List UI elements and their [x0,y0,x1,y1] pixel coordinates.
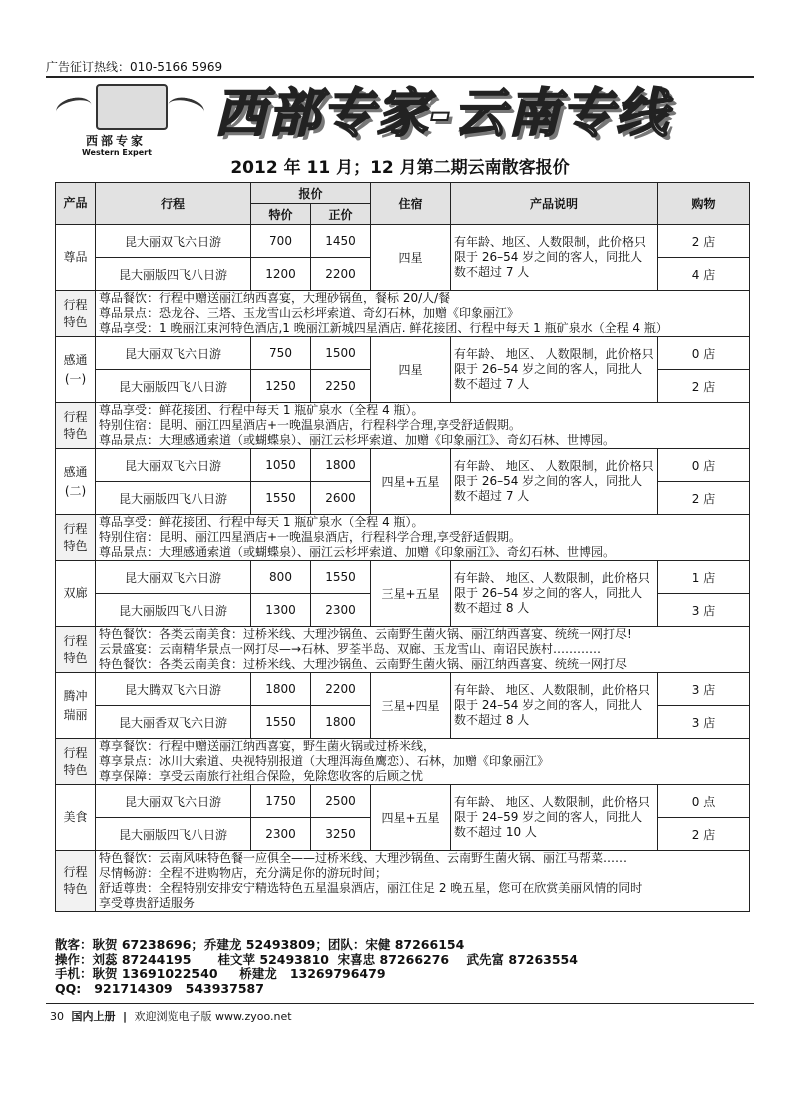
route-cell: 昆大丽双飞六日游 [96,785,251,818]
shop-cell: 1 店 [658,561,750,594]
feature-row [56,515,750,561]
special-price-cell: 700 [251,225,311,258]
stay-cell: 四星 [371,225,451,291]
header-special-price: 特价 [251,204,311,225]
feature-row [56,627,750,673]
feature-text [96,851,750,912]
special-price-cell: 1250 [251,370,311,403]
feature-line: 尊品景点：大理感通索道（或蝴蝶泉）、丽江云杉坪索道、加赠《印象丽江》、奇幻石林、世博园。 [99,545,616,559]
feature-label: 行程特色 [56,627,96,673]
feature-line: 尊品享受：鲜花接团、行程中每天 1 瓶矿泉水（全程 4 瓶）。 [99,515,424,529]
header-route: 行程 [96,183,251,225]
route-cell: 昆大丽香双飞六日游 [96,706,251,739]
feature-line: 舒适尊贵：全程特别安排安宁精选特色五星温泉酒店，丽江住足 2 晚五星，您可在欣赏美丽风情的同时 [99,881,643,895]
feature-text [96,627,750,673]
product-name: 美食 [56,785,96,851]
product-name: 感通(二) [56,449,96,515]
feature-label: 行程特色 [56,403,96,449]
feature-row [56,851,750,912]
regular-price-cell: 1450 [311,225,371,258]
regular-price-cell: 2200 [311,673,371,706]
shop-cell: 0 点 [658,785,750,818]
desc-cell: 有年龄、 地区、人数限制，此价格只限于 26–54 岁之间的客人，同批人数不超过 8 人 [451,561,658,627]
route-cell: 昆大丽版四飞八日游 [96,370,251,403]
feature-line: 尊品餐饮：行程中赠送丽江纳西喜宴，大理砂锅鱼，餐标 20/人/餐 [99,291,451,305]
feature-label: 行程特色 [56,739,96,785]
feature-text [96,291,750,337]
route-cell: 昆大腾双飞六日游 [96,673,251,706]
route-cell: 昆大丽版四飞八日游 [96,594,251,627]
feature-line: 特色餐饮：各类云南美食：过桥米线、大理沙锅鱼、云南野生菌火锅、丽江纳西喜宴、统统一网打尽! [99,627,632,641]
special-price-cell: 2300 [251,818,311,851]
product-name: 感通(一) [56,337,96,403]
special-price-cell: 1800 [251,673,311,706]
desc-cell: 有年龄、 地区、 人数限制，此价格只限于 26–54 岁之间的客人，同批人数不超过 7 人 [451,449,658,515]
header-shop: 购物 [658,183,750,225]
header-stay: 住宿 [371,183,451,225]
feature-row [56,291,750,337]
contact-line: 操作：刘蕊 87244195 桂文苹 52493810 宋喜忠 87266276 武先富 87263554 [55,951,578,967]
regular-price-cell: 2600 [311,482,371,515]
feature-line: 特色餐饮：各类云南美食：过桥米线、大理沙锅鱼、云南野生菌火锅、丽江纳西喜宴、统统一网打尽 [99,657,628,671]
special-price-cell: 1200 [251,258,311,291]
stay-cell: 四星+五星 [371,449,451,515]
shop-cell: 2 店 [658,370,750,403]
route-cell: 昆大丽版四飞八日游 [96,258,251,291]
shop-cell: 3 店 [658,594,750,627]
logo-wing-right [166,94,206,122]
route-cell: 昆大丽双飞六日游 [96,561,251,594]
table-row [56,561,750,594]
ad-hotline: 广告征订热线：010-5166 5969 [46,60,223,74]
shop-cell: 4 店 [658,258,750,291]
logo-chinese-name: 西部专家 [86,134,147,148]
bottom-divider [46,1003,754,1004]
route-cell: 昆大丽版四飞八日游 [96,482,251,515]
feature-line: 尽情畅游：全程不进购物店，充分满足你的游玩时间； [99,866,388,880]
feature-label: 行程特色 [56,515,96,561]
route-cell: 昆大丽双飞六日游 [96,449,251,482]
feature-row [56,739,750,785]
shop-cell: 2 店 [658,482,750,515]
special-price-cell: 1300 [251,594,311,627]
shop-cell: 0 店 [658,449,750,482]
price-table-body [56,225,750,912]
page-footer [50,1008,292,1024]
table-row [56,225,750,258]
regular-price-cell: 2250 [311,370,371,403]
desc-cell: 有年龄、 地区、 人数限制，此价格只限于 26–54 岁之间的客人，同批人数不超过 7 人 [451,337,658,403]
route-cell: 昆大丽双飞六日游 [96,225,251,258]
feature-text [96,739,750,785]
page-subtitle: 2012 年 11 月；12 月第二期云南散客报价 [230,158,570,178]
desc-cell: 有年龄、地区、人数限制，此价格只限于 26–54 岁之间的客人，同批人数不超过 7 人 [451,225,658,291]
feature-line: 尊享景点：冰川大索道、央视特别报道（大理洱海鱼鹰恋）、石林，加赠《印象丽江》 [99,754,550,768]
regular-price-cell: 2500 [311,785,371,818]
stay-cell: 四星 [371,337,451,403]
feature-line: 特别住宿：昆明、丽江四星酒店+一晚温泉酒店，行程科学合理,享受舒适假期。 [99,530,521,544]
table-row [56,785,750,818]
regular-price-cell: 1800 [311,706,371,739]
feature-line: 尊品景点：大理感通索道（或蝴蝶泉）、丽江云杉坪索道、加赠《印象丽江》、奇幻石林、世博园。 [99,433,616,447]
special-price-cell: 1050 [251,449,311,482]
header-product: 产品 [56,183,96,225]
special-price-cell: 750 [251,337,311,370]
feature-line: 享受尊贵舒适服务 [99,896,196,910]
contact-block [55,938,755,996]
shop-cell: 2 店 [658,225,750,258]
product-name: 双廊 [56,561,96,627]
table-row [56,337,750,370]
price-table [55,182,750,912]
regular-price-cell: 1500 [311,337,371,370]
feature-line: 尊品享受：鲜花接团、行程中每天 1 瓶矿泉水（全程 4 瓶）。 [99,403,424,417]
logo-english-name: Western Expert [82,148,152,157]
feature-line: 尊享餐饮：行程中赠送丽江纳西喜宴，野生菌火锅或过桥米线， [99,739,436,753]
shop-cell: 2 店 [658,818,750,851]
feature-text [96,403,750,449]
stay-cell: 四星+五星 [371,785,451,851]
regular-price-cell: 1800 [311,449,371,482]
feature-line: 尊品享受：1 晚丽江束河特色酒店,1 晚丽江新城四星酒店. 鲜花接团、行程中每天 1 瓶矿泉水（全程 4 瓶） [99,321,668,335]
feature-label: 行程特色 [56,851,96,912]
route-cell: 昆大丽版四飞八日游 [96,818,251,851]
footer-section: 国内上册 [71,1010,116,1023]
route-cell: 昆大丽双飞六日游 [96,337,251,370]
contact-line: QQ: 921714309 543937587 [55,980,264,996]
product-name: 腾冲瑞丽 [56,673,96,739]
page-number: 30 [50,1010,64,1023]
header-desc: 产品说明 [451,183,658,225]
table-row [56,449,750,482]
shop-cell: 3 店 [658,673,750,706]
feature-text [96,515,750,561]
feature-line: 尊品景点：恐龙谷、三塔、玉龙雪山云杉坪索道、奇幻石林，加赠《印象丽江》 [99,306,520,320]
special-price-cell: 1550 [251,706,311,739]
special-price-cell: 1750 [251,785,311,818]
special-price-cell: 800 [251,561,311,594]
feature-row [56,403,750,449]
product-name: 尊品 [56,225,96,291]
top-divider [46,76,754,78]
special-price-cell: 1550 [251,482,311,515]
feature-line: 尊享保障：享受云南旅行社组合保险，免除您收客的后顾之忧 [99,769,424,783]
regular-price-cell: 2200 [311,258,371,291]
regular-price-cell: 1550 [311,561,371,594]
logo-emblem [96,84,168,130]
logo-wing-left [54,94,94,122]
header-price: 报价 [251,183,371,204]
feature-line: 特别住宿：昆明、丽江四星酒店+一晚温泉酒店，行程科学合理,享受舒适假期。 [99,418,521,432]
stay-cell: 三星+五星 [371,561,451,627]
footer-text: 欢迎浏览电子版 www.zyoo.net [134,1010,292,1023]
shop-cell: 3 店 [658,706,750,739]
contact-line: 手机：耿贺 13691022540 桥建龙 13269796479 [55,966,386,981]
feature-line: 云景盛宴：云南精华景点一网打尽—→石林、罗荃半岛、双廊、玉龙雪山、南诏民族村………… [99,642,602,656]
stay-cell: 三星+四星 [371,673,451,739]
contact-line: 散客：耿贺 67238696；乔建龙 52493809；团队：宋健 87266154 [55,937,465,952]
brand-logo [56,84,206,164]
feature-line: 特色餐饮：云南风味特色餐一应俱全——过桥米线、大理沙锅鱼、云南野生菌火锅、丽江马帮菜…… [99,851,628,865]
regular-price-cell: 2300 [311,594,371,627]
desc-cell: 有年龄、 地区、人数限制，此价格只限于 24–59 岁之间的客人，同批人数不超过 10 人 [451,785,658,851]
page-title: 西部专家-云南专线 [214,84,670,144]
header-regular-price: 正价 [311,204,371,225]
shop-cell: 0 店 [658,337,750,370]
feature-label: 行程特色 [56,291,96,337]
table-row [56,673,750,706]
desc-cell: 有年龄、 地区、人数限制，此价格只限于 24–54 岁之间的客人，同批人数不超过 8 人 [451,673,658,739]
regular-price-cell: 3250 [311,818,371,851]
footer-separator: | [123,1010,128,1023]
